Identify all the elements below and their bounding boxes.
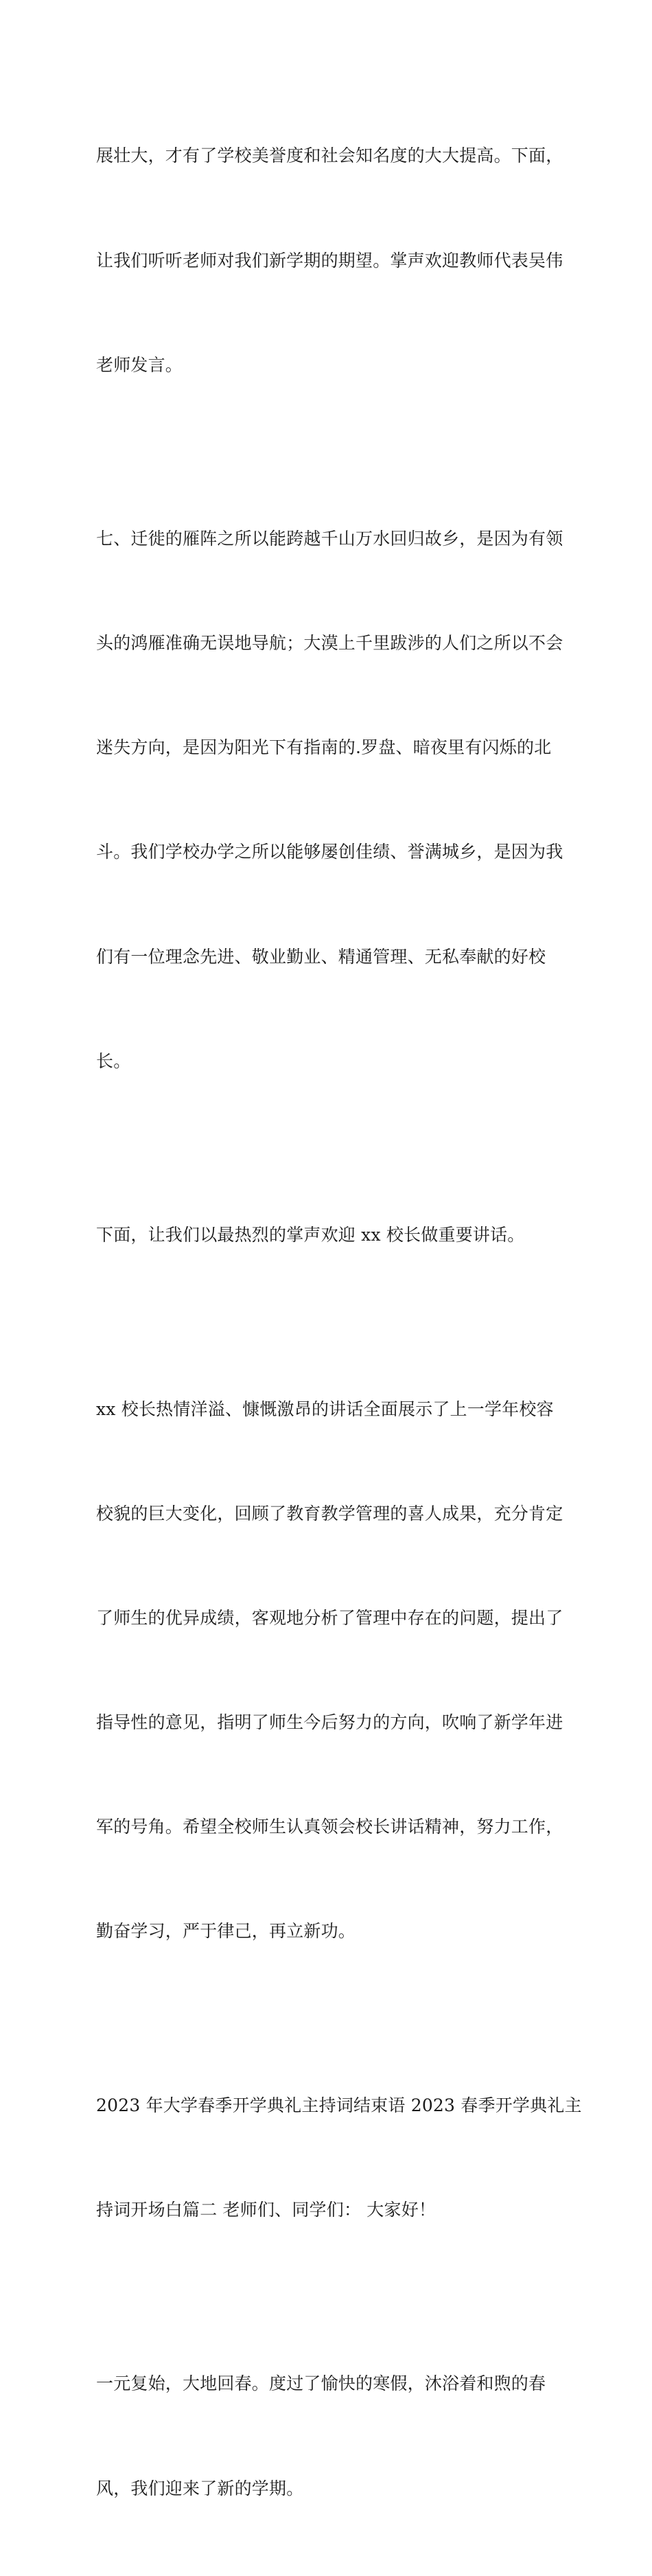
paragraph-opening <box>96 2297 563 2576</box>
text-line: 头的鸿雁准确无误地导航；大漠上千里跋涉的人们之所以不会 <box>96 633 563 654</box>
text-line: 迷失方向，是因为阳光下有指南的.罗盘、暗夜里有闪烁的北 <box>96 737 552 758</box>
paragraph-principal-speech-invite <box>96 1149 563 1323</box>
text-line: xx 校长热情洋溢、慷慨激昂的讲话全面展示了上一学年校容 <box>96 1399 554 1419</box>
paragraph-seven-principal-intro <box>96 452 563 1149</box>
text-line: 持词开场白篇二 老师们、同学们： 大家好！ <box>96 2199 436 2220</box>
text-line: 一元复始，大地回春。度过了愉快的寒假，沐浴着和煦的春 <box>96 2373 546 2394</box>
text-line: 军的号角。希望全校师生认真领会校长讲话精神，努力工作， <box>96 1817 563 1837</box>
text-line: 校貌的巨大变化，回顾了教育教学管理的喜人成果，充分肯定 <box>96 1503 563 1523</box>
text-line: 指导性的意见，指明了师生今后努力的方向，吹响了新学年进 <box>96 1712 563 1733</box>
text-line: 了师生的优异成绩，客观地分析了管理中存在的问题，提出了 <box>96 1607 563 1628</box>
text-line: 让我们听听老师对我们新学期的期望。掌声欢迎教师代表吴伟 <box>96 250 563 271</box>
text-line: 风，我们迎来了新的学期。 <box>96 2478 304 2498</box>
paragraph-teacher-speech-intro <box>96 69 563 452</box>
paragraph-section-heading <box>96 2019 582 2297</box>
text-line: 下面，让我们以最热烈的掌声欢迎 xx 校长做重要讲话。 <box>96 1225 525 1245</box>
text-line: 长。 <box>96 1050 131 1071</box>
text-line: 老师发言。 <box>96 354 183 375</box>
text-line: 们有一位理念先进、敬业勤业、精通管理、无私奉献的好校 <box>96 946 546 967</box>
paragraph-principal-speech-summary <box>96 1322 563 2019</box>
document-body <box>96 69 582 2576</box>
text-line: 2023 年大学春季开学典礼主持词结束语 2023 春季开学典礼主 <box>96 2095 582 2115</box>
text-line: 七、迁徙的雁阵之所以能跨越千山万水回归故乡，是因为有领 <box>96 529 563 549</box>
text-line: 展壮大，才有了学校美誉度和社会知名度的大大提高。下面， <box>96 146 563 166</box>
text-line: 斗。我们学校办学之所以能够屡创佳绩、誉满城乡，是因为我 <box>96 842 563 862</box>
text-line: 勤奋学习，严于律己，再立新功。 <box>96 1921 356 1942</box>
